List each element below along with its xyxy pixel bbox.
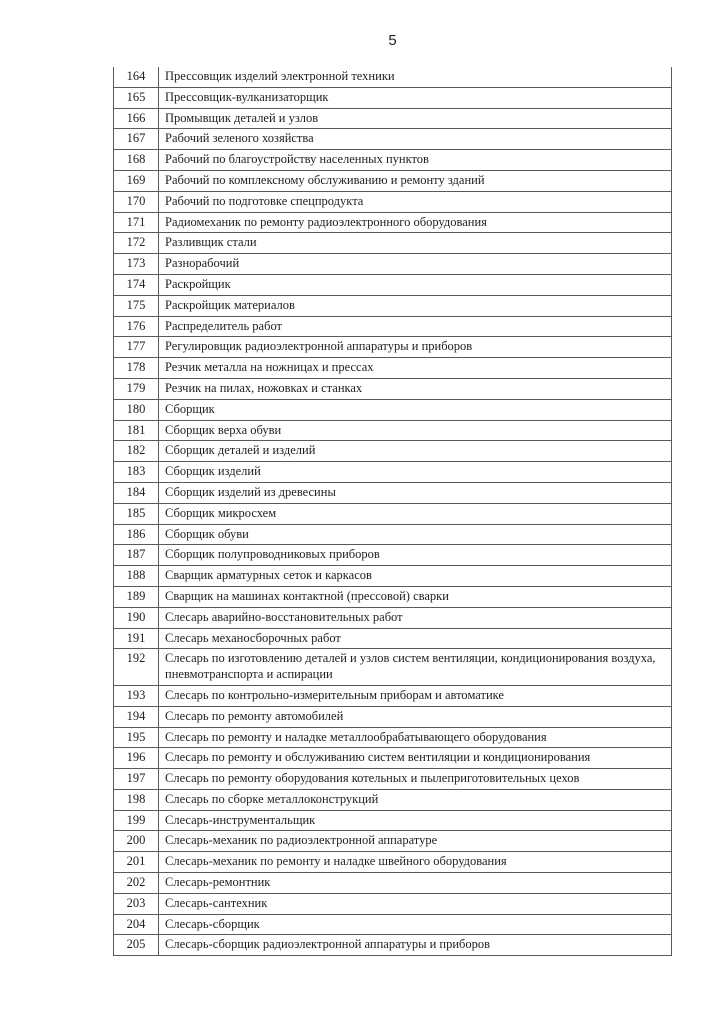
row-number: 171 [114,212,159,233]
row-profession: Слесарь-сантехник [159,893,672,914]
table-row [114,295,672,316]
row-number: 188 [114,566,159,587]
table-row [114,810,672,831]
row-profession: Резчик на пилах, ножовках и станках [159,378,672,399]
row-number: 203 [114,893,159,914]
table-row [114,87,672,108]
table-row [114,67,672,87]
table-row [114,129,672,150]
row-profession: Слесарь аварийно-восстановительных работ [159,607,672,628]
table-row [114,545,672,566]
row-profession: Сборщик микросхем [159,503,672,524]
row-number: 168 [114,150,159,171]
row-number: 166 [114,108,159,129]
row-profession: Слесарь-сборщик [159,914,672,935]
row-number: 167 [114,129,159,150]
table-row [114,893,672,914]
row-number: 196 [114,748,159,769]
table-row [114,420,672,441]
table-row [114,769,672,790]
table-row [114,566,672,587]
row-number: 187 [114,545,159,566]
row-number: 175 [114,295,159,316]
table-row [114,150,672,171]
row-profession: Слесарь по контрольно-измерительным приборам и автоматике [159,685,672,706]
row-profession: Слесарь по ремонту и наладке металлообрабатывающего оборудования [159,727,672,748]
row-number: 190 [114,607,159,628]
row-profession: Сборщик верха обуви [159,420,672,441]
row-profession: Сборщик изделий из древесины [159,482,672,503]
row-profession: Радиомеханик по ремонту радиоэлектронного оборудования [159,212,672,233]
row-profession: Слесарь по сборке металлоконструкций [159,789,672,810]
table-row [114,935,672,956]
row-profession: Разливщик стали [159,233,672,254]
row-profession: Промывщик деталей и узлов [159,108,672,129]
table-row [114,727,672,748]
row-number: 191 [114,628,159,649]
row-profession: Слесарь по ремонту и обслуживанию систем вентиляции и кондиционирования [159,748,672,769]
row-number: 173 [114,254,159,275]
row-profession: Слесарь-сборщик радиоэлектронной аппаратуры и приборов [159,935,672,956]
professions-table-body [114,67,672,956]
row-number: 204 [114,914,159,935]
row-profession: Сборщик изделий [159,462,672,483]
table-row [114,316,672,337]
table-row [114,108,672,129]
row-number: 170 [114,191,159,212]
row-profession: Раскройщик материалов [159,295,672,316]
row-number: 186 [114,524,159,545]
page-number: 5 [388,32,397,49]
table-row [114,873,672,894]
table-row [114,337,672,358]
row-number: 174 [114,274,159,295]
row-number: 195 [114,727,159,748]
table-row [114,358,672,379]
row-profession: Разнорабочий [159,254,672,275]
row-profession: Регулировщик радиоэлектронной аппаратуры и приборов [159,337,672,358]
table-row [114,378,672,399]
row-number: 200 [114,831,159,852]
row-profession: Сборщик деталей и изделий [159,441,672,462]
row-number: 165 [114,87,159,108]
row-profession: Рабочий по благоустройству населенных пунктов [159,150,672,171]
row-number: 192 [114,649,159,686]
row-profession: Резчик металла на ножницах и прессах [159,358,672,379]
row-number: 205 [114,935,159,956]
row-number: 182 [114,441,159,462]
table-row [114,274,672,295]
row-number: 199 [114,810,159,831]
row-profession: Раскройщик [159,274,672,295]
table-row [114,789,672,810]
table-row [114,914,672,935]
table-row [114,748,672,769]
table-row [114,233,672,254]
table-row [114,170,672,191]
row-profession: Слесарь-механик по радиоэлектронной аппаратуре [159,831,672,852]
table-row [114,628,672,649]
row-profession: Прессовщик-вулканизаторщик [159,87,672,108]
table-row [114,607,672,628]
row-profession: Рабочий по подготовке спецпродукта [159,191,672,212]
row-profession: Слесарь механосборочных работ [159,628,672,649]
row-number: 179 [114,378,159,399]
table-row [114,831,672,852]
table-row [114,706,672,727]
row-number: 164 [114,67,159,87]
row-profession: Распределитель работ [159,316,672,337]
row-number: 194 [114,706,159,727]
row-number: 185 [114,503,159,524]
row-number: 193 [114,685,159,706]
row-profession: Сварщик арматурных сеток и каркасов [159,566,672,587]
row-number: 184 [114,482,159,503]
row-profession: Рабочий зеленого хозяйства [159,129,672,150]
row-number: 189 [114,586,159,607]
row-number: 177 [114,337,159,358]
table-row [114,399,672,420]
table-row [114,503,672,524]
table-row [114,441,672,462]
row-profession: Сборщик обуви [159,524,672,545]
row-number: 176 [114,316,159,337]
row-profession: Прессовщик изделий электронной техники [159,67,672,87]
row-profession: Рабочий по комплексному обслуживанию и ремонту зданий [159,170,672,191]
row-number: 201 [114,852,159,873]
row-profession: Сборщик полупроводниковых приборов [159,545,672,566]
row-number: 198 [114,789,159,810]
table-row [114,649,672,686]
row-profession: Слесарь-инструментальщик [159,810,672,831]
row-profession: Слесарь по ремонту оборудования котельных и пылеприготовительных цехов [159,769,672,790]
row-number: 197 [114,769,159,790]
row-number: 180 [114,399,159,420]
row-number: 183 [114,462,159,483]
row-profession: Слесарь-механик по ремонту и наладке швейного оборудования [159,852,672,873]
row-profession: Сварщик на машинах контактной (прессовой) сварки [159,586,672,607]
table-row [114,852,672,873]
table-row [114,586,672,607]
row-number: 202 [114,873,159,894]
row-number: 169 [114,170,159,191]
row-profession: Слесарь по изготовлению деталей и узлов систем вентиляции, кондиционирования воздуха, пневмотранспорта и аспирации [159,649,672,686]
table-row [114,254,672,275]
row-number: 172 [114,233,159,254]
table-row [114,191,672,212]
row-number: 181 [114,420,159,441]
table-row [114,462,672,483]
table-row [114,482,672,503]
table-row [114,524,672,545]
table-row [114,212,672,233]
row-number: 178 [114,358,159,379]
professions-table [113,67,672,956]
row-profession: Слесарь по ремонту автомобилей [159,706,672,727]
row-profession: Слесарь-ремонтник [159,873,672,894]
row-profession: Сборщик [159,399,672,420]
table-row [114,685,672,706]
